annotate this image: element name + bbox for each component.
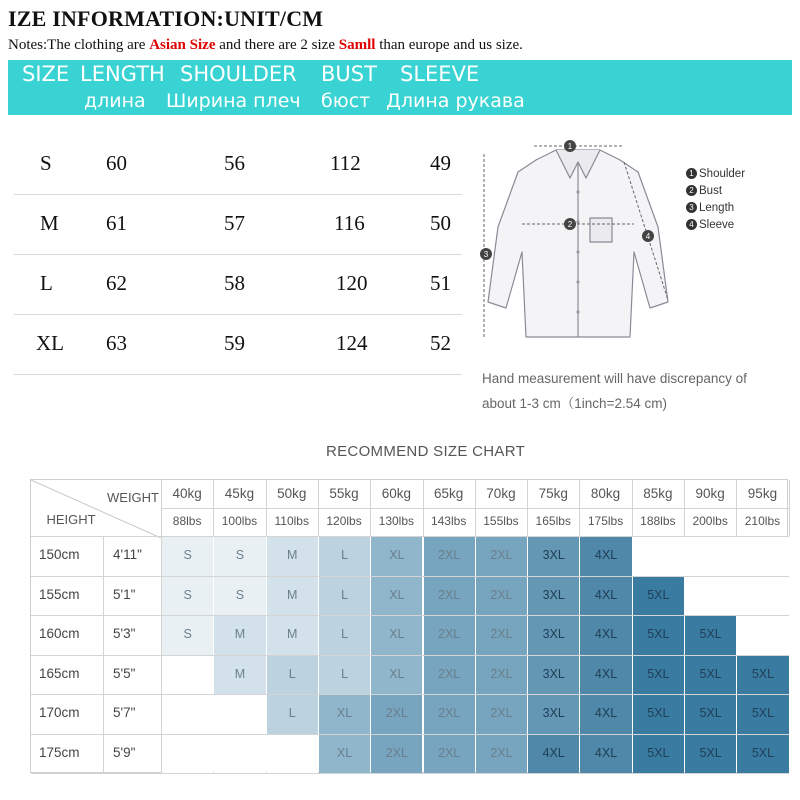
height-ft-label: 5'9" (113, 744, 136, 760)
notes-asian-size: Asian Size (149, 37, 216, 53)
size-notes (8, 37, 523, 54)
size-cell: 2XL (476, 577, 527, 616)
size-cell: 3XL (528, 577, 579, 616)
size-cell: 5XL (633, 616, 684, 655)
banner-sleeve-ru: Длина рукава (386, 90, 525, 112)
recommend-chart-title: RECOMMEND SIZE CHART (326, 443, 526, 460)
size-cell: 5XL (737, 695, 788, 734)
size-cell: XL (371, 577, 422, 616)
height-ft-label: 5'1" (113, 586, 136, 602)
legend-num: 4 (686, 219, 697, 230)
size-cell: 2XL (476, 616, 527, 655)
size-row-xl (14, 315, 462, 375)
size-label: L (40, 271, 53, 295)
label-col-divider (103, 694, 104, 734)
row-divider (31, 773, 789, 774)
banner-shoulder-ru: Ширина плеч (166, 90, 301, 112)
size-cell: 2XL (424, 735, 475, 774)
legend-item-sleeve (686, 217, 745, 234)
diagram-marker-2: 2 (567, 220, 573, 229)
empty-cell (633, 537, 684, 576)
size-cell: M (267, 537, 318, 576)
size-cell: 4XL (528, 735, 579, 774)
weight-kg-header: 60kg (381, 486, 411, 501)
size-cell: 2XL (476, 656, 527, 695)
notes-mid: and there are 2 size (215, 37, 339, 53)
length-value: 63 (106, 331, 127, 355)
length-value: 60 (106, 151, 127, 175)
size-measurement-table (14, 135, 462, 375)
size-cell: 5XL (685, 735, 736, 774)
shoulder-value: 57 (224, 211, 245, 235)
weight-lbs-header: 175lbs (587, 514, 624, 528)
size-cell: 2XL (424, 695, 475, 734)
empty-cell (214, 735, 265, 774)
size-cell: L (267, 656, 318, 695)
size-cell: 5XL (737, 735, 788, 774)
size-cell: 4XL (580, 735, 631, 774)
shirt-illustration (478, 132, 678, 354)
weight-kg-header: 90kg (695, 486, 725, 501)
size-label: XL (36, 331, 64, 355)
size-label: M (40, 211, 59, 235)
shoulder-value: 59 (224, 331, 245, 355)
size-cell: 4XL (580, 537, 631, 576)
size-cell: 3XL (528, 656, 579, 695)
note-line-1: Hand measurement will have discrepancy of (482, 371, 747, 386)
bust-value: 112 (330, 151, 361, 175)
size-cell: 4XL (580, 656, 631, 695)
size-cell: 2XL (424, 577, 475, 616)
size-cell: 5XL (685, 695, 736, 734)
size-cell: 5XL (685, 616, 736, 655)
size-cell: XL (371, 537, 422, 576)
size-cell: M (214, 616, 265, 655)
header-diagonal (31, 480, 161, 538)
size-cell: 4XL (580, 616, 631, 655)
weight-kg-header: 75kg (538, 486, 568, 501)
note-line-2: about 1-3 cm（1inch=2.54 cm) (482, 396, 667, 411)
empty-cell (162, 656, 213, 695)
banner-length-label: LENGTH (80, 62, 165, 86)
weight-kg-header: 95kg (747, 486, 778, 501)
bust-value: 124 (336, 331, 368, 355)
label-col-divider (103, 536, 104, 576)
label-col-divider (103, 576, 104, 616)
weight-kg-header: 55kg (329, 486, 359, 501)
height-ft-label: 4'11" (113, 547, 142, 562)
header-col-divider (789, 480, 790, 536)
page-title: IZE INFORMATION:UNIT/CM (8, 6, 324, 31)
shirt-measurement-diagram (478, 132, 678, 354)
banner-shoulder-label: SHOULDER (180, 62, 297, 86)
size-cell: 2XL (371, 735, 422, 774)
label-col-divider (103, 615, 104, 655)
size-row-l (14, 255, 462, 315)
notes-small: Samll (338, 37, 376, 53)
size-label: S (40, 151, 52, 175)
height-cm-label: 155cm (39, 586, 80, 602)
weight-kg-header: 65kg (434, 486, 464, 501)
sleeve-value: 52 (430, 331, 451, 355)
empty-cell (685, 577, 736, 616)
size-cell: S (162, 577, 213, 616)
height-ft-label: 5'3" (113, 626, 136, 641)
sleeve-value: 49 (430, 151, 451, 175)
shoulder-value: 56 (224, 151, 245, 175)
size-cell: 3XL (528, 695, 579, 734)
height-axis-label: HEIGHT (46, 512, 96, 527)
weight-kg-header: 80kg (590, 486, 621, 501)
weight-lbs-header: 143lbs (430, 514, 467, 528)
height-cm-label: 160cm (39, 626, 80, 641)
notes-suffix: than europe and us size. (375, 37, 523, 53)
weight-lbs-header: 188lbs (640, 514, 676, 528)
size-cell: 3XL (528, 616, 579, 655)
weight-kg-header: 85kg (643, 486, 673, 501)
size-cell: XL (371, 616, 422, 655)
empty-cell (267, 735, 318, 774)
sleeve-value: 50 (430, 211, 451, 235)
weight-kg-header: 70kg (486, 486, 516, 501)
size-cell: M (267, 616, 318, 655)
size-cell: 2XL (371, 695, 422, 734)
shoulder-value: 58 (224, 271, 245, 295)
size-row-m (14, 195, 462, 255)
empty-cell (737, 577, 788, 616)
size-cell: XL (371, 656, 422, 695)
size-cell: 3XL (528, 537, 579, 576)
legend-num: 2 (686, 185, 697, 196)
banner-size-label: SIZE (22, 62, 70, 86)
empty-cell (162, 695, 213, 734)
empty-cell (737, 616, 788, 655)
weight-lbs-header: 110lbs (274, 514, 309, 528)
size-cell: L (319, 537, 370, 576)
size-cell: 5XL (685, 656, 736, 695)
weight-lbs-header: 130lbs (378, 514, 415, 528)
height-cm-label: 175cm (39, 744, 80, 760)
size-cell: S (162, 616, 213, 655)
empty-cell (214, 695, 265, 734)
size-cell: 5XL (633, 695, 684, 734)
size-cell: 2XL (476, 695, 527, 734)
diagram-marker-1: 1 (567, 142, 573, 151)
diagram-legend (686, 166, 745, 234)
size-cell: S (214, 577, 265, 616)
label-col-divider (103, 655, 104, 695)
legend-num: 3 (686, 202, 697, 213)
weight-kg-header: 40kg (172, 486, 202, 501)
size-cell: 5XL (633, 735, 684, 774)
legend-item-shoulder (686, 166, 745, 183)
banner-bust-label: BUST (321, 62, 377, 86)
size-cell: L (319, 577, 370, 616)
legend-item-bust (686, 183, 745, 200)
size-cell: 5XL (633, 577, 684, 616)
legend-label: Shoulder (699, 168, 746, 180)
size-row-s (14, 135, 462, 195)
size-cell: M (214, 656, 265, 695)
weight-lbs-header: 200lbs (692, 514, 728, 528)
length-value: 62 (106, 271, 127, 295)
size-cell: 2XL (424, 656, 475, 695)
measurement-discrepancy-note (482, 366, 782, 416)
size-cell: 4XL (580, 695, 631, 734)
banner-length-ru: длина (84, 90, 146, 112)
size-cell: L (267, 695, 318, 734)
legend-label: Length (699, 202, 735, 214)
size-cell: XL (319, 735, 370, 774)
size-cell: 5XL (633, 656, 684, 695)
weight-axis-label: WEIGHT (107, 490, 159, 505)
weight-lbs-header: 165lbs (535, 514, 571, 528)
weight-kg-header: 50kg (277, 486, 307, 501)
size-cell: 2XL (424, 537, 475, 576)
banner-sleeve-label: SLEEVE (400, 62, 480, 86)
size-cell: 2XL (476, 735, 527, 774)
height-cm-label: 150cm (39, 547, 80, 562)
legend-label: Bust (699, 185, 723, 197)
empty-cell (685, 537, 736, 576)
bust-value: 120 (336, 271, 368, 295)
empty-cell (162, 735, 213, 774)
measurement-header-banner (8, 60, 792, 115)
recommend-size-grid (30, 479, 788, 773)
weight-lbs-header: 100lbs (221, 514, 258, 528)
height-ft-label: 5'5" (113, 665, 136, 681)
height-cm-label: 165cm (39, 665, 80, 681)
size-cell: S (162, 537, 213, 576)
size-cell: M (267, 577, 318, 616)
legend-label: Sleeve (699, 219, 735, 231)
weight-lbs-header: 210lbs (744, 514, 781, 528)
bust-value: 116 (334, 211, 365, 235)
size-cell: 2XL (424, 616, 475, 655)
height-ft-label: 5'7" (113, 705, 136, 720)
size-cell: L (319, 656, 370, 695)
size-cell: XL (319, 695, 370, 734)
size-cell: 5XL (737, 656, 788, 695)
size-cell: 2XL (476, 537, 527, 576)
size-cell: 4XL (580, 577, 631, 616)
diagram-marker-4: 4 (645, 232, 651, 241)
sleeve-value: 51 (430, 271, 451, 295)
notes-prefix: Notes:The clothing are (8, 37, 150, 53)
height-cm-label: 170cm (39, 705, 80, 720)
label-col-divider (103, 734, 104, 774)
legend-num: 1 (686, 168, 697, 179)
weight-lbs-header: 120lbs (326, 514, 362, 528)
banner-bust-ru: бюст (321, 90, 371, 112)
weight-kg-header: 45kg (224, 486, 255, 501)
size-cell: L (319, 616, 370, 655)
weight-lbs-header: 88lbs (172, 514, 202, 528)
legend-item-length (686, 200, 745, 217)
empty-cell (737, 537, 788, 576)
size-cell: S (214, 537, 265, 576)
diagram-marker-3: 3 (483, 250, 489, 259)
weight-lbs-header: 155lbs (483, 514, 519, 528)
length-value: 61 (106, 211, 127, 235)
